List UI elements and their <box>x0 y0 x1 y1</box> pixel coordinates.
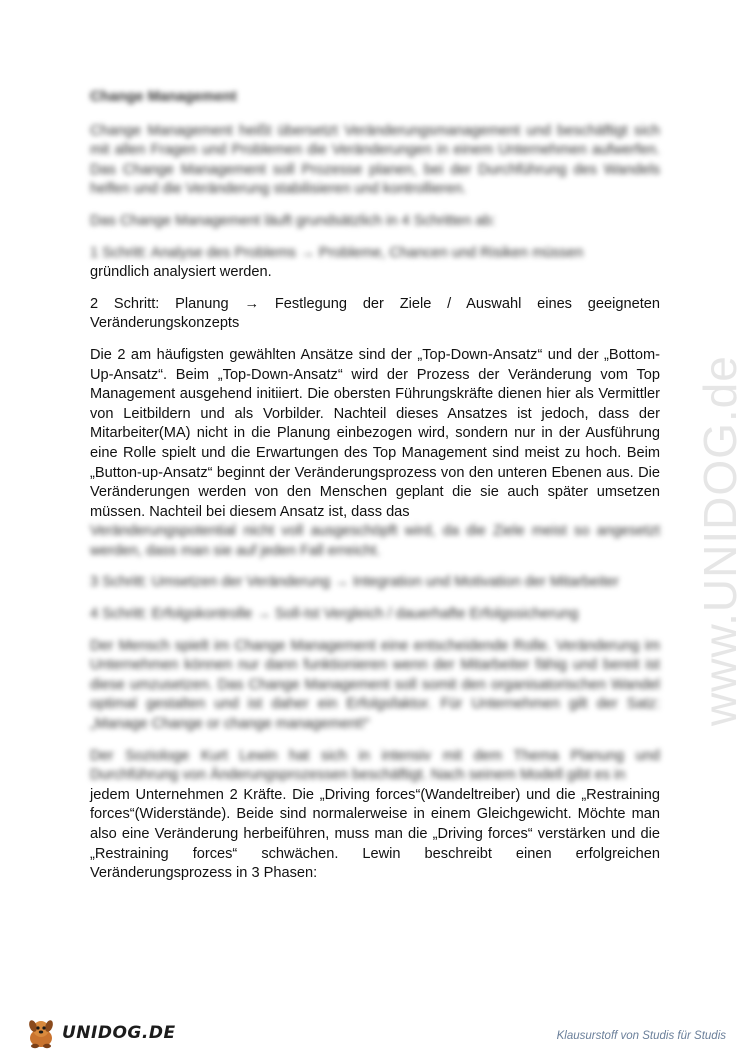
paragraph-human-role: Der Mensch spielt im Change Management eine entscheidende Rolle. Veränderung im Unternehmen können nur dann funktionieren wenn der Mitarbeiter fähig und bereit ist diese umzusetzen. Das Change Management soll somit den organisatorischen Wandel optimal gestalten und ist daher ein Erfolgsfaktor. Für Unternehmen gilt der Satz: „Manage Change or change management!“ <box>90 637 660 733</box>
paragraph-step-1 <box>90 244 660 283</box>
approaches-blurred-text: Veränderungspotential nicht voll ausgeschöpft wird, da die Ziele meist so angesetzt werden, dass man sie auf jeden Fall erreicht. <box>90 523 660 559</box>
paragraph-intro: Change Management heißt übersetzt Veränderungsmanagement und beschäftigt sich mit allen Fragen und Problemen die Veränderungen in einem Unternehmen aufwerfen. Das Change Management soll Prozesse planen, bei der Durchführung des Wandels helfen und die Veränderung stabilisieren und kontrollieren. <box>90 122 660 198</box>
step-1-clear-text: gründlich analysiert werden. <box>90 264 272 281</box>
paragraph-step-4: 4 Schritt: Erfolgskontrolle → Soll-Ist Vergleich / dauerhafte Erfolgssicherung <box>90 606 579 623</box>
document-title: Change Management <box>90 89 237 105</box>
document-body <box>90 88 660 896</box>
unidog-logo <box>24 1016 176 1050</box>
lewin-clear-text: jedem Unternehmen 2 Kräfte. Die „Driving forces“(Wandeltreiber) und die „Restraining forces“(Widerstände). Beide sind normalerweise in einem Gleichgewicht. Möchte man also eine Veränderung herbeiführen, muss man die „Driving forces“ verstärken und die „Restraining forces“ schwächen. Lewin beschreibt einen erfolgreichen Veränderungsprozess in 3 Phasen: <box>90 786 660 882</box>
step-1-blurred-text: 1 Schritt: Analyse des Problems → Probleme, Chancen und Risiken müssen <box>90 244 584 261</box>
dog-mascot-icon <box>24 1016 58 1050</box>
footer-tagline: Klausurstoff von Studis für Studis <box>556 1030 726 1042</box>
paragraph-approaches <box>90 346 660 562</box>
paragraph-step-2: 2 Schritt: Planung → Festlegung der Ziele / Auswahl eines geeigneten Veränderungskonzepts <box>90 295 660 332</box>
approaches-clear-text: Die 2 am häufigsten gewählten Ansätze sind der „Top-Down-Ansatz“ und der „Bottom-Up-Ansatz“. Beim „Top-Down-Ansatz“ wird der Prozess der Veränderung vom Top Management ausgehend initiiert. Die obersten Führungskräfte dienen hier als Vermittler von Leitbildern und als Vorbilder. Nachteil dieses Ansatzes ist jedoch, dass der Mitarbeiter(MA) nicht in die Planung einbezogen wird, sondern nur in der Ausführung eine Rolle spielt und die Erwartungen des Top Management sind meist zu hoch. Beim „Button-up-Ansatz“ beginnt der Veränderungsprozess von den unteren Ebenen aus. Die Veränderungen werden von den Menschen geplant die sie auch später umsetzen müssen. Nachteil bei diesem Ansatz ist, dass das <box>90 346 660 520</box>
paragraph-step-3: 3 Schritt: Umsetzen der Veränderung → Integration und Motivation der Mitarbeiter <box>90 574 619 591</box>
paragraph-steps-intro: Das Change Management läuft grundsätzlich in 4 Schritten ab: <box>90 212 496 229</box>
paragraph-lewin <box>90 747 660 884</box>
watermark: www.UNIDOG.de <box>694 355 746 726</box>
lewin-blurred-text: Der Soziologe Kurt Lewin hat sich in intensiv mit dem Thema Planung und Durchführung von Änderungsprozessen beschäftigt. Nach seinem Modell gibt es in <box>90 747 660 784</box>
logo-text: UNIDOG.DE <box>62 1023 176 1043</box>
